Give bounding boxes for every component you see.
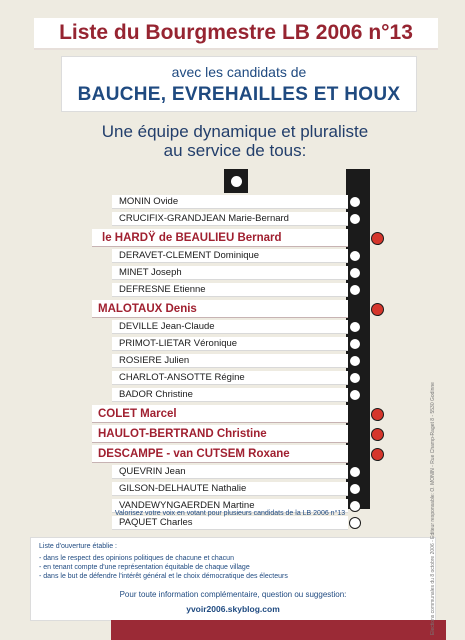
vote-circle[interactable]: [349, 517, 361, 529]
candidate-row: PAQUET Charles: [112, 516, 348, 530]
vote-circle-marked[interactable]: [371, 448, 384, 461]
subtitle-villages: BAUCHE, EVREHAILLES ET HOUX: [77, 84, 401, 105]
voting-note: Valorisez votre voix en votant pour plusieurs candidats de la LB 2006 n°13: [114, 510, 346, 517]
candidate-row: GILSON-DELHAUTE Nathalie: [112, 482, 348, 496]
vote-circle-marked[interactable]: [371, 428, 384, 441]
info-list: [39, 554, 288, 581]
candidate-row: PRIMOT-LIETAR Véronique: [112, 337, 348, 351]
subtitle-box: [61, 56, 417, 112]
contact-text: Pour toute information complémentaire, question ou suggestion:: [119, 590, 347, 599]
candidate-row: MINET Joseph: [112, 266, 348, 280]
candidate-row: ROSIERE Julien: [112, 354, 348, 368]
vote-circle[interactable]: [349, 213, 361, 225]
vote-circle[interactable]: [349, 196, 361, 208]
vote-circle[interactable]: [349, 321, 361, 333]
vote-circle-marked[interactable]: [371, 408, 384, 421]
featured-candidate-row: HAULOT-BERTRAND Christine: [92, 425, 348, 443]
vote-circle[interactable]: [349, 389, 361, 401]
candidate-row: CRUCIFIX-GRANDJEAN Marie-Bernard: [112, 212, 348, 226]
info-box: [30, 537, 436, 621]
publisher-note: Elections communales du 8 octobre 2006 - Editeur responsable: O. MONIN - Rue Champ-Raget 8 - 5530 Godinne: [430, 382, 436, 635]
title-banner: [34, 18, 438, 50]
vote-circle-marked[interactable]: [371, 303, 384, 316]
website-link[interactable]: yvoir2006.skyblog.com: [186, 604, 280, 614]
tagline: [80, 122, 390, 160]
candidate-row: DERAVET-CLEMENT Dominique: [112, 249, 348, 263]
info-heading: Liste d'ouverture établie :: [39, 543, 117, 550]
vote-circle[interactable]: [349, 338, 361, 350]
vote-circle[interactable]: [349, 483, 361, 495]
candidate-row: VANDEWYNGAERDEN Martine: [112, 499, 348, 513]
candidate-row: DEFRESNE Etienne: [112, 283, 348, 297]
candidate-row: DEVILLE Jean-Claude: [112, 320, 348, 334]
subtitle-intro: avec les candidats de: [171, 64, 307, 80]
featured-candidate-row: DESCAMPE - van CUTSEM Roxane: [92, 445, 348, 463]
tagline-line1: Une équipe dynamique et pluraliste: [101, 122, 369, 141]
info-item: - en tenant compte d'une représentation équitable de chaque village: [39, 564, 250, 571]
footer-bar: [111, 620, 446, 640]
featured-candidate-row: MALOTAUX Denis: [92, 300, 348, 318]
candidate-row: CHARLOT-ANSOTTE Régine: [112, 371, 348, 385]
candidate-row: MONIN Ovide: [112, 195, 348, 209]
vote-circle[interactable]: [349, 250, 361, 262]
featured-candidate-row: le HARDŸ de BEAULIEU Bernard: [92, 229, 348, 247]
info-item: - dans le but de défendre l'intérêt général et le choix démocratique des électeurs: [39, 573, 288, 580]
list-vote-circle: [230, 175, 243, 188]
tagline-line2: au service de tous:: [163, 141, 307, 160]
candidate-row: QUEVRIN Jean: [112, 465, 348, 479]
vote-circle[interactable]: [349, 267, 361, 279]
page-title: Liste du Bourgmestre LB 2006 n°13: [59, 21, 413, 44]
vote-circle[interactable]: [349, 372, 361, 384]
candidate-row: BADOR Christine: [112, 388, 348, 402]
vote-circle[interactable]: [349, 466, 361, 478]
vote-circle-marked[interactable]: [371, 232, 384, 245]
featured-candidate-row: COLET Marcel: [92, 405, 348, 423]
info-item: - dans le respect des opinions politiques de chacune et chacun: [39, 555, 234, 562]
vote-circle[interactable]: [349, 284, 361, 296]
vote-circle[interactable]: [349, 355, 361, 367]
